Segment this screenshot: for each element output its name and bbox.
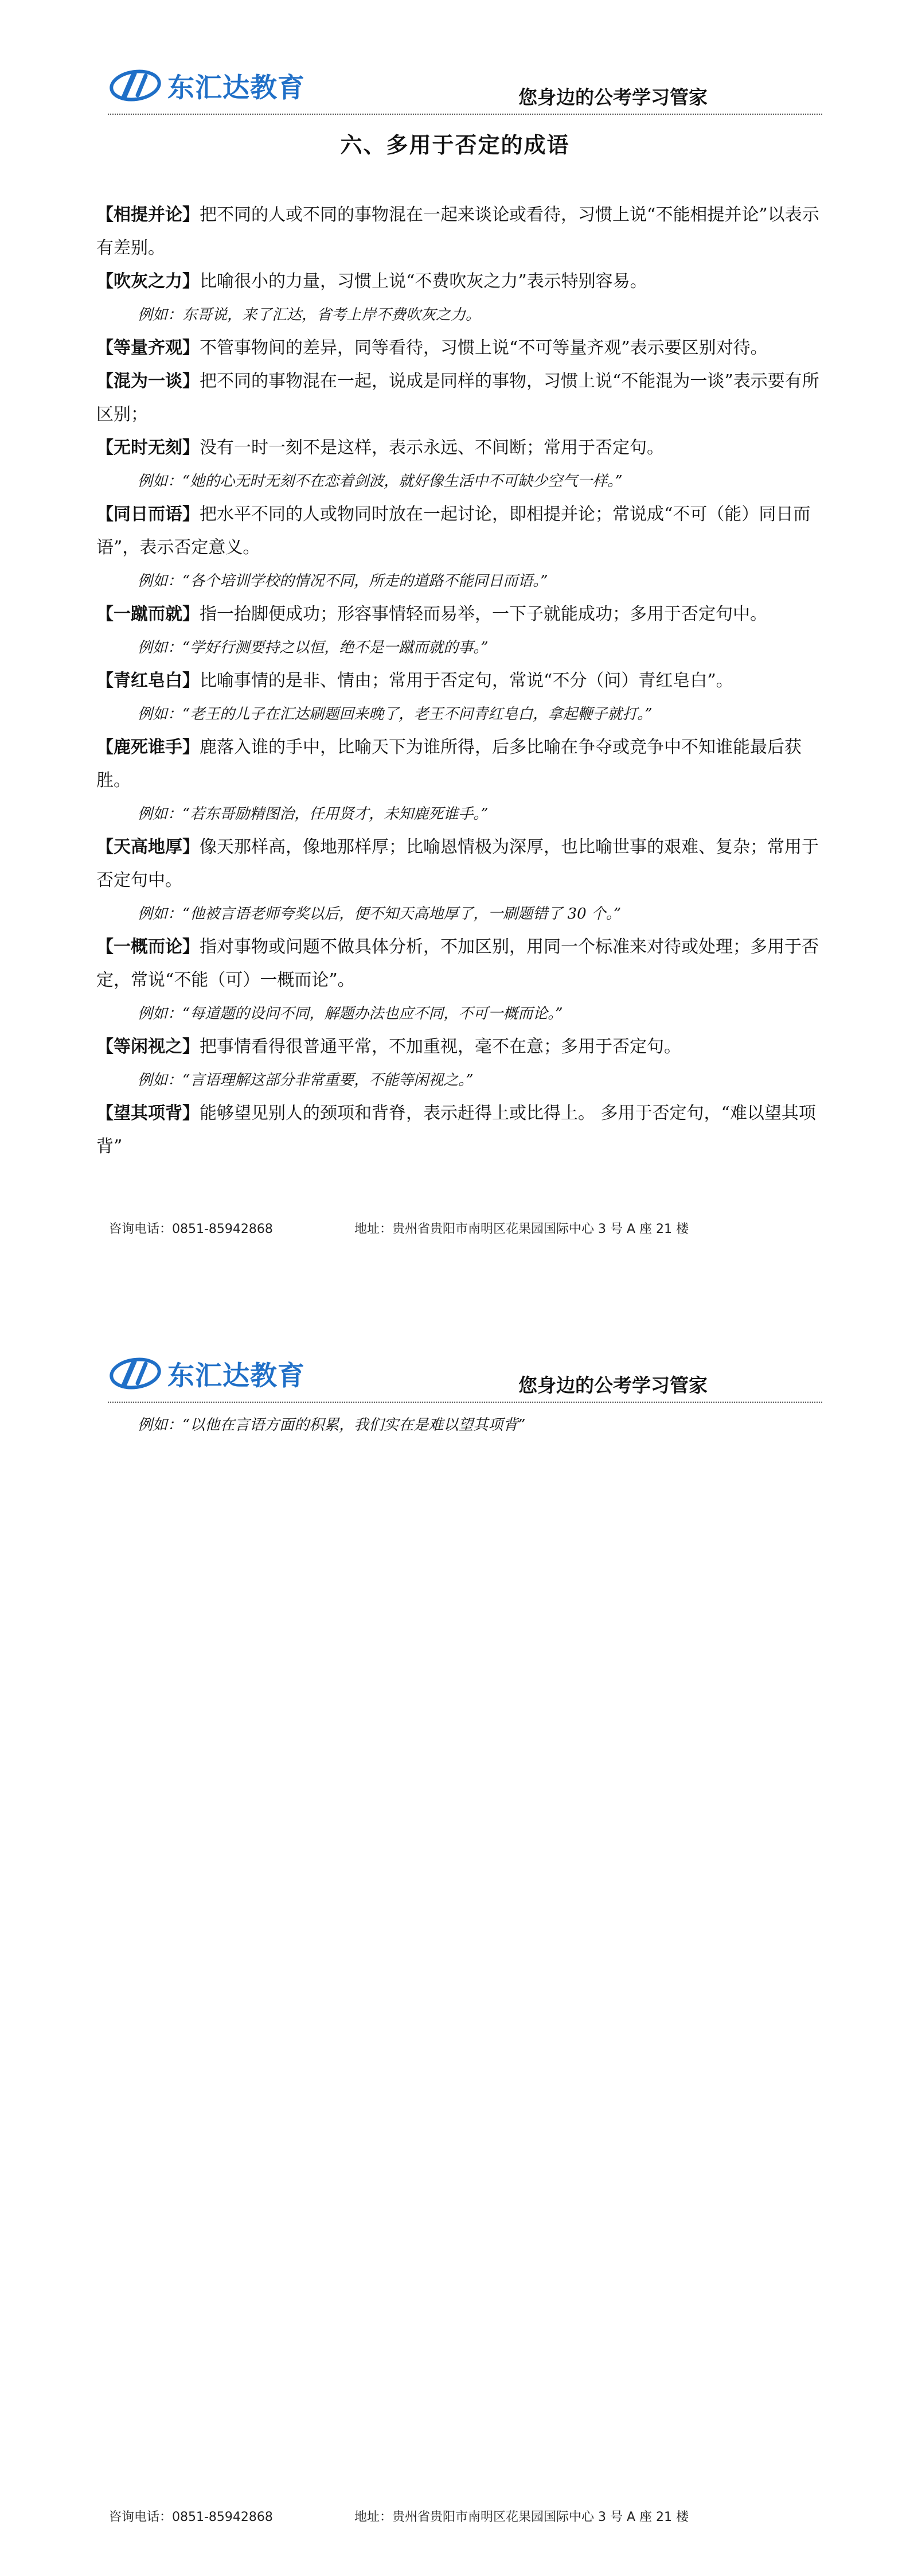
idiom-term: 【天高地厚】 xyxy=(96,837,200,857)
footer-phone: 咨询电话：0851-85942868 xyxy=(109,2510,273,2524)
idiom-entry xyxy=(96,365,825,431)
example-sentence: 例如：“他被言语老师夸奖以后，便不知天高地厚了，一刷题错了 30 个。” xyxy=(138,905,622,923)
example-sentence: 例如：“学好行测要持之以恒，绝不是一蹴而就的事。” xyxy=(138,639,489,656)
idiom-entry xyxy=(96,831,825,897)
logo-mark-icon xyxy=(109,1353,164,1394)
idiom-entry xyxy=(96,1097,825,1164)
continued-content xyxy=(96,1408,825,1442)
idiom-entry xyxy=(96,431,825,465)
idiom-entry xyxy=(96,731,825,797)
idiom-term: 【鹿死谁手】 xyxy=(96,737,200,757)
idiom-definition: 把事情看得很普通平常，不加重视，毫不在意；多用于否定句。 xyxy=(200,1037,681,1057)
example-sentence: 例如：“言语理解这部分非常重要，不能等闲视之。” xyxy=(138,1072,474,1089)
idiom-term: 【吹灰之力】 xyxy=(96,271,200,291)
example-sentence: 例如：“若东哥励精图治，任用贤才，未知鹿死谁手。” xyxy=(138,806,489,823)
idiom-entry xyxy=(96,498,825,565)
idiom-term: 【无时无刻】 xyxy=(96,438,200,458)
idiom-entry xyxy=(96,1030,825,1064)
idiom-list xyxy=(96,199,825,1164)
example-sentence: 例如：东哥说，来了汇达，省考上岸不费吹灰之力。 xyxy=(138,306,481,324)
idiom-definition: 没有一时一刻不是这样，表示永远、不间断；常用于否定句。 xyxy=(200,438,664,458)
idiom-term: 【青红皂白】 xyxy=(96,671,200,691)
brand-slogan: 您身边的公考学习管家 xyxy=(518,1374,708,1396)
idiom-entry xyxy=(96,199,825,265)
brand-logo xyxy=(109,65,305,106)
idiom-term: 【相提并论】 xyxy=(96,205,200,225)
idiom-definition: 指一抬脚便成功；形容事情轻而易举，一下子就能成功；多用于否定句中。 xyxy=(200,604,767,624)
page-footer xyxy=(109,2507,820,2528)
idiom-definition: 把不同的事物混在一起，说成是同样的事物，习惯上说“不能混为一谈”表示要有所区别； xyxy=(96,371,819,425)
idiom-term: 【等量齐观】 xyxy=(96,338,200,358)
idiom-entry xyxy=(96,332,825,365)
idiom-term: 【同日而语】 xyxy=(96,504,200,524)
idiom-term: 【一蹴而就】 xyxy=(96,604,200,624)
logo-mark-icon xyxy=(109,65,164,106)
page-footer xyxy=(109,1219,820,1240)
brand-logo xyxy=(109,1353,305,1394)
header-divider xyxy=(108,114,822,115)
example-sentence: 例如：“以他在言语方面的积累，我们实在是难以望其项背” xyxy=(138,1417,526,1434)
page-header xyxy=(108,1350,822,1403)
idiom-definition: 比喻很小的力量，习惯上说“不费吹灰之力”表示特别容易。 xyxy=(200,271,647,291)
section-title: 六、多用于否定的成语 xyxy=(340,133,570,158)
example-sentence: 例如：“每道题的设问不同，解题办法也应不同，不可一概而论。” xyxy=(138,1005,563,1022)
example-sentence: 例如：“各个培训学校的情况不同，所走的道路不能同日而语。” xyxy=(138,573,548,590)
idiom-term: 【一概而论】 xyxy=(96,937,200,957)
brand-name: 东汇达教育 xyxy=(167,1360,305,1392)
page-header xyxy=(108,62,822,115)
idiom-entry xyxy=(96,598,825,631)
idiom-definition: 能够望见别人的颈项和背脊，表示赶得上或比得上。 多用于否定句，“难以望其项背” xyxy=(96,1103,816,1157)
idiom-definition: 不管事物间的差异，同等看待，习惯上说“不可等量齐观”表示要区别对待。 xyxy=(200,338,768,358)
example-sentence: 例如：“老王的儿子在汇达刷题回来晚了，老王不问青红皂白，拿起鞭子就打。” xyxy=(138,706,653,723)
idiom-term: 【等闲视之】 xyxy=(96,1037,200,1057)
idiom-entry xyxy=(96,664,825,698)
header-divider xyxy=(108,1402,822,1403)
idiom-term: 【望其项背】 xyxy=(96,1103,200,1123)
footer-phone: 咨询电话：0851-85942868 xyxy=(109,1222,273,1236)
idiom-term: 【混为一谈】 xyxy=(96,371,200,391)
idiom-definition: 鹿落入谁的手中，比喻天下为谁所得，后多比喻在争夺或竞争中不知谁能最后获胜。 xyxy=(96,737,802,791)
idiom-definition: 把不同的人或不同的事物混在一起来谈论或看待，习惯上说“不能相提并论”以表示有差别。 xyxy=(96,205,819,258)
idiom-entry xyxy=(96,265,825,298)
idiom-definition: 指对事物或问题不做具体分析，不加区别，用同一个标准来对待或处理；多用于否定，常说“不能（可）一概而论”。 xyxy=(96,937,819,990)
footer-address: 地址：贵州省贵阳市南明区花果园国际中心 3 号 A 座 21 楼 xyxy=(354,2510,689,2524)
idiom-definition: 把水平不同的人或物同时放在一起讨论，即相提并论；常说成“不可（能）同日而语”，表示否定意义。 xyxy=(96,504,811,558)
idiom-definition: 像天那样高，像地那样厚；比喻恩情极为深厚，也比喻世事的艰难、复杂；常用于否定句中。 xyxy=(96,837,819,890)
page-2 xyxy=(0,1288,910,2576)
idiom-entry xyxy=(96,931,825,997)
example-sentence: 例如：“她的心无时无刻不在恋着剑波，就好像生活中不可缺少空气一样。” xyxy=(138,473,623,490)
footer-address: 地址：贵州省贵阳市南明区花果园国际中心 3 号 A 座 21 楼 xyxy=(354,1222,689,1236)
brand-slogan: 您身边的公考学习管家 xyxy=(518,86,708,108)
brand-name: 东汇达教育 xyxy=(167,72,305,104)
idiom-definition: 比喻事情的是非、情由；常用于否定句，常说“不分（问）青红皂白”。 xyxy=(200,671,733,691)
